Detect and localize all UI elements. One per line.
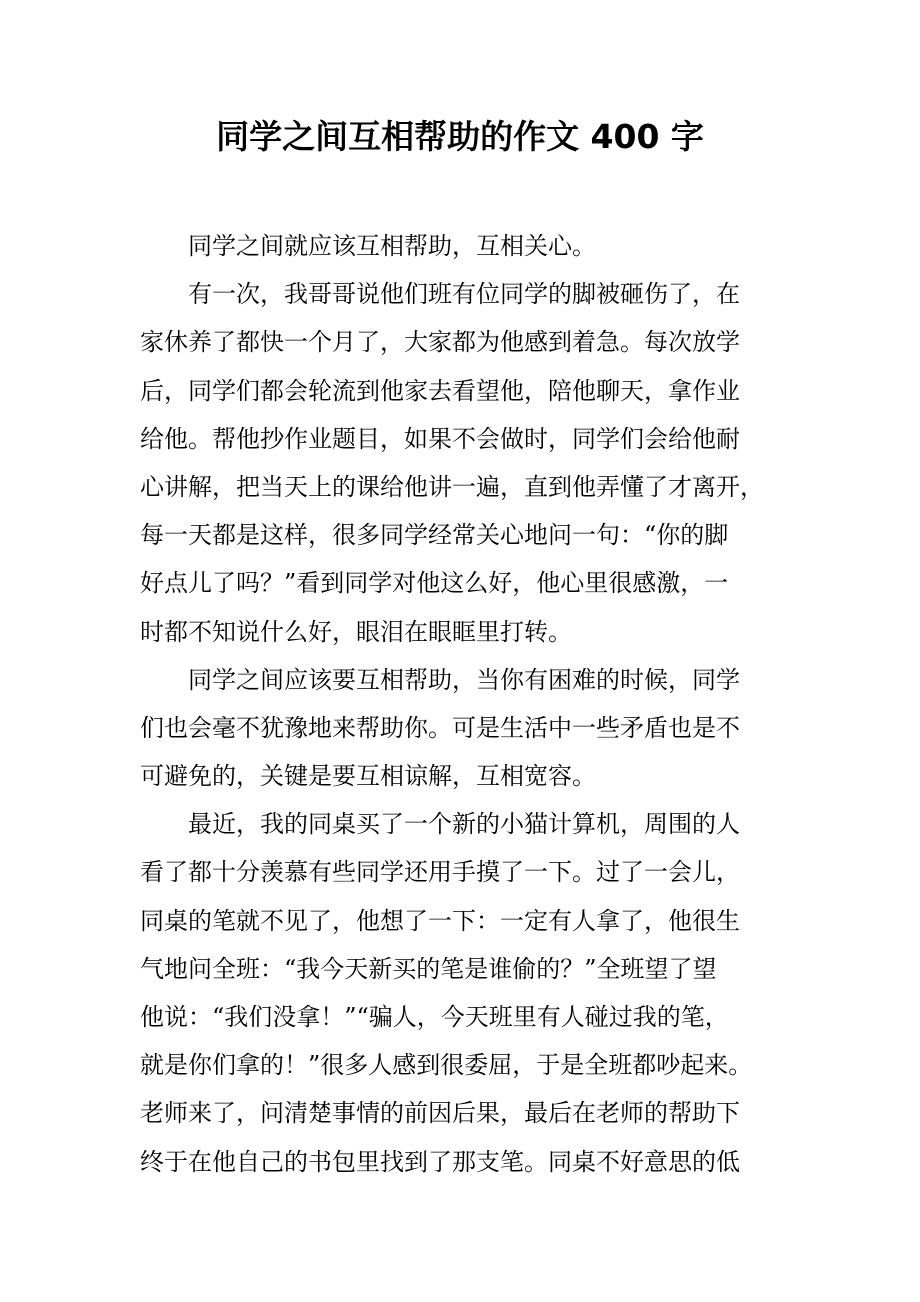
text-line: 可避免的，关键是要互相谅解，互相宽容。 (140, 762, 596, 791)
paragraph-3 (140, 656, 780, 801)
text-line: 家休养了都快一个月了，大家都为他感到着急。每次放学 (140, 328, 740, 357)
text-line: 最近，我的同桌买了一个新的小猫计算机，周围的人 (188, 810, 740, 839)
text-line: 给他。帮他抄作业题目，如果不会做时，同学们会给他耐 (140, 424, 740, 453)
text-line: 同学之间应该要互相帮助，当你有困难的时候，同学 (188, 665, 740, 694)
text-line: 有一次，我哥哥说他们班有位同学的脚被砸伤了，在 (188, 280, 740, 309)
document-body (140, 222, 780, 1186)
text-line: 心讲解，把当天上的课给他讲一遍，直到他弄懂了才离开， (140, 472, 764, 501)
text-line: 同学之间就应该互相帮助，互相关心。 (188, 232, 596, 260)
paragraph-1 (140, 222, 780, 270)
text-line: 每一天都是这样，很多同学经常关心地问一句：“你的脚 (140, 521, 729, 550)
text-line: 就是你们拿的！”很多人感到很委屈，于是全班都吵起来。 (140, 1051, 753, 1080)
text-line: 终于在他自己的书包里找到了那支笔。同桌不好意思的低 (140, 1147, 740, 1176)
text-line: 他说：“我们没拿！”“骗人，今天班里有人碰过我的笔， (140, 1003, 729, 1031)
text-line: 看了都十分羡慕有些同学还用手摸了一下。过了一会儿， (140, 858, 740, 887)
paragraph-4 (140, 800, 780, 1186)
text-line: 老师来了，问清楚事情的前因后果，最后在老师的帮助下 (140, 1099, 740, 1128)
text-line: 时都不知说什么好，眼泪在眼眶里打转。 (140, 617, 572, 646)
text-line: 们也会毫不犹豫地来帮助你。可是生活中一些矛盾也是不 (140, 713, 740, 742)
document-title: 同学之间互相帮助的作文 400 字 (216, 117, 704, 156)
text-line: 好点儿了吗？”看到同学对他这么好，他心里很感激，一 (140, 569, 729, 598)
paragraph-2 (140, 270, 780, 656)
text-line: 气地问全班：“我今天新买的笔是谁偷的？”全班望了望 (140, 954, 717, 983)
text-line: 后，同学们都会轮流到他家去看望他，陪他聊天，拿作业 (140, 376, 740, 405)
text-line: 同桌的笔就不见了，他想了一下：一定有人拿了，他很生 (140, 906, 740, 935)
